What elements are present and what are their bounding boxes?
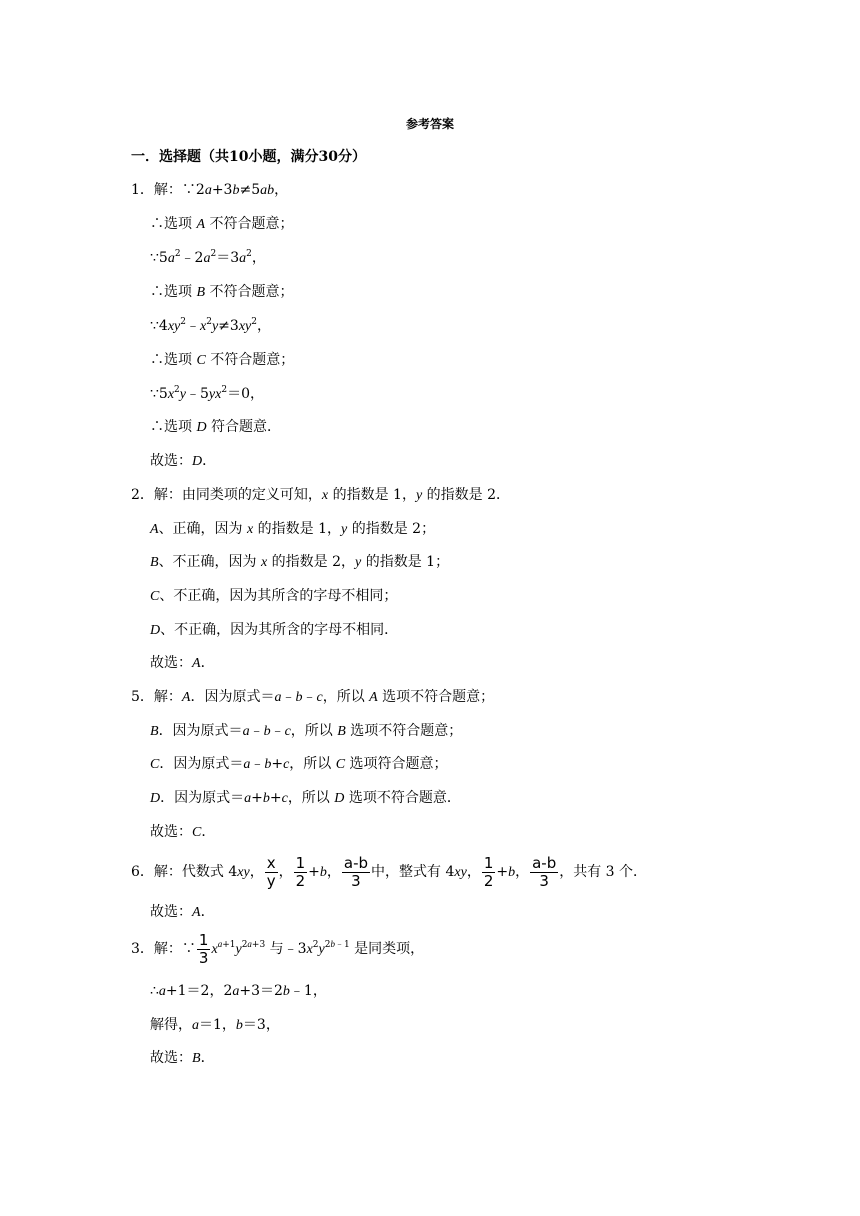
q3-line-3: 解得，a＝1，b＝3，	[150, 1017, 280, 1033]
q1-line-8: ∴选项 D 符合题意．	[150, 419, 282, 435]
q1-line-6: ∴选项 C 不符合题意；	[150, 352, 295, 368]
q6-line-1: 6．解：代数式 4xy， $\frac{x}{y}$ ， $\frac{1}{2}$ +b， $\frac{a-b}{3}$ 中，整式有 4xy， $\frac{1}{2}$ +b， $\frac{a-b}{3}$ ，共有 3 个．	[131, 853, 648, 890]
q5-line-3: C．因为原式＝a﹣b+c，所以 C 选项符合题意；	[150, 756, 448, 772]
q1-line-3: $\because 5a^2﹣2a^2=3a^2$，	[150, 249, 266, 266]
q3-line-1: 3．解：∵ $\frac{1}{3}$ $x^{a+1}y^{2a+3}$ 与$﹣3x^2y^{2b﹣1}$ 是同类项，	[131, 930, 425, 967]
q2-line-1: 2．解：由同类项的定义可知，x 的指数是 1，y 的指数是 2．	[131, 487, 510, 503]
q1-line-1: 1．解：∵2a+3b≠5ab，	[131, 182, 289, 198]
q3-line-2: ∴a+1＝2，2a+3＝2b﹣1，	[150, 983, 327, 999]
fraction-one-third: $\frac{1}{3}$	[198, 930, 209, 967]
fraction-x-over-y: $\frac{x}{y}$	[266, 853, 276, 890]
q1-answer: 故选：D．	[150, 453, 217, 469]
q1-line-7: $\because 5x^2y﹣5yx^2=0$，	[150, 385, 265, 402]
q1-line-2: ∴选项 A 不符合题意；	[150, 216, 294, 232]
q2-line-2: A、正确，因为 x 的指数是 1，y 的指数是 2；	[150, 521, 436, 537]
q5-line-4: D．因为原式＝a+b+c，所以 D 选项不符合题意．	[150, 790, 461, 806]
q2-line-3: B、不正确，因为 x 的指数是 2，y 的指数是 1；	[150, 554, 450, 570]
q2-line-4: C、不正确，因为其所含的字母不相同；	[150, 588, 398, 604]
q5-line-1: 5．解：A．因为原式＝a﹣b﹣c，所以 A 选项不符合题意；	[131, 689, 495, 705]
q5-line-2: B．因为原式＝a﹣b﹣c，所以 B 选项不符合题意；	[150, 723, 463, 739]
q1-line-5: $\because 4xy^2﹣x^2y\ne 3xy^2$，	[150, 317, 271, 334]
fraction-one-half: $\frac{1}{2}$	[295, 853, 306, 890]
fraction-a-minus-b-over-3: $\frac{a-b}{3}$	[532, 853, 557, 890]
page-title: 参考答案	[405, 117, 454, 131]
q2-line-5: D、不正确，因为其所含的字母不相同．	[150, 622, 399, 638]
q2-answer: 故选：A．	[150, 655, 215, 671]
fraction-a-minus-b-over-3: $\frac{a-b}{3}$	[343, 853, 369, 890]
q5-answer: 故选：C．	[150, 824, 216, 840]
q6-answer: 故选：A．	[150, 904, 215, 920]
fraction-one-half: $\frac{1}{2}$	[483, 853, 494, 890]
section-heading: 一．选择题（共10小题，满分30分）	[131, 149, 366, 165]
q3-answer: 故选：B．	[150, 1050, 215, 1066]
q1-line-4: ∴选项 B 不符合题意；	[150, 284, 294, 300]
